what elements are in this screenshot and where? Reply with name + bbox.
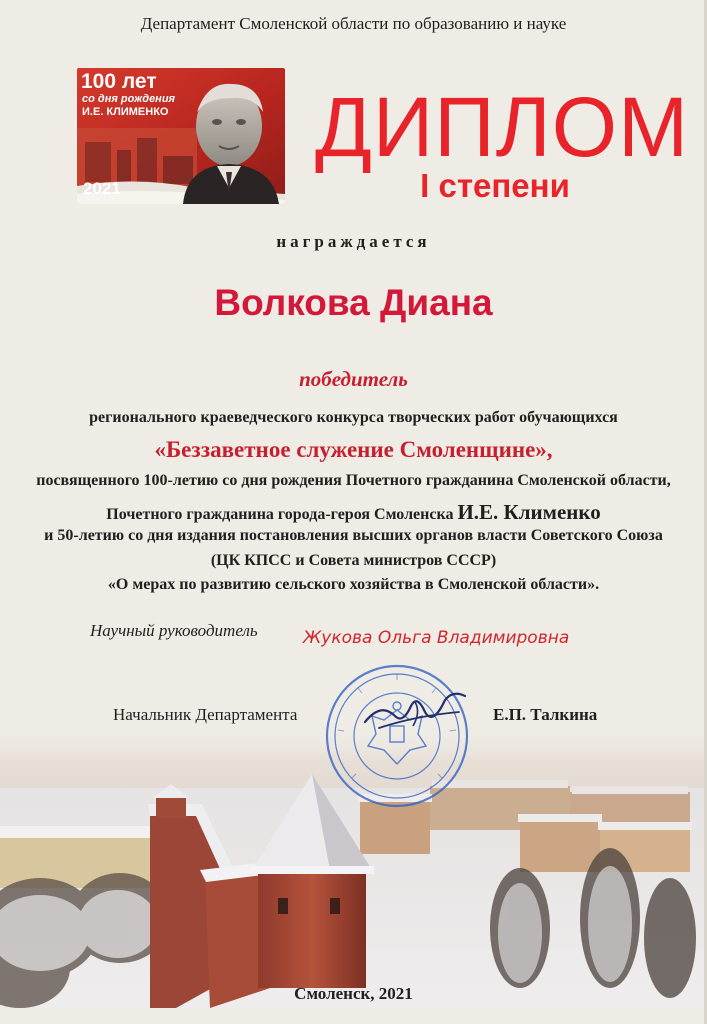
supervisor-label: Научный руководитель xyxy=(90,621,258,640)
body-line-3 xyxy=(0,500,707,525)
body-line-6: «О мерах по развитию сельского хозяйства в Смоленской области». xyxy=(107,576,600,593)
banner-year: 2021 xyxy=(83,179,121,198)
department-header: Департамент Смоленской области по образованию и науке xyxy=(140,14,567,33)
honoree-name: И.Е. Клименко xyxy=(457,500,601,524)
awarded-label: награждается xyxy=(276,232,431,251)
body-line-5: (ЦК КПСС и Совета министров СССР) xyxy=(210,552,497,569)
body-line-4: и 50-летию со дня издания постановления высших органов власти Советского Союза xyxy=(44,527,663,544)
anniversary-banner xyxy=(77,68,285,204)
supervisor-name: Жукова Ольга Владимировна xyxy=(303,628,570,648)
banner-subtitle: со дня рождения xyxy=(82,93,176,105)
banner-years: 100 лет xyxy=(81,70,157,93)
diploma-title: ДИПЛОМ xyxy=(315,80,690,174)
body-line-2: посвященного 100-летию со дня рождения Почетного гражданина Смоленской области, xyxy=(36,472,671,489)
signature-mark xyxy=(355,682,475,742)
diploma-degree: I степени xyxy=(420,167,570,204)
body-line-1: регионального краеведческого конкурса творческих работ обучающихся xyxy=(89,409,618,426)
head-label: Начальник Департамента xyxy=(113,705,298,724)
contest-title: «Беззаветное служение Смоленщине», xyxy=(154,437,553,462)
city-year: Смоленск, 2021 xyxy=(294,984,413,1003)
head-name: Е.П. Талкина xyxy=(493,705,598,724)
recipient-name: Волкова Диана xyxy=(214,282,493,323)
body-line-3-text: Почетного гражданина города-героя Смоленска xyxy=(106,506,458,523)
banner-name: И.Е. КЛИМЕНКО xyxy=(82,106,169,118)
winner-label: победитель xyxy=(299,367,408,391)
